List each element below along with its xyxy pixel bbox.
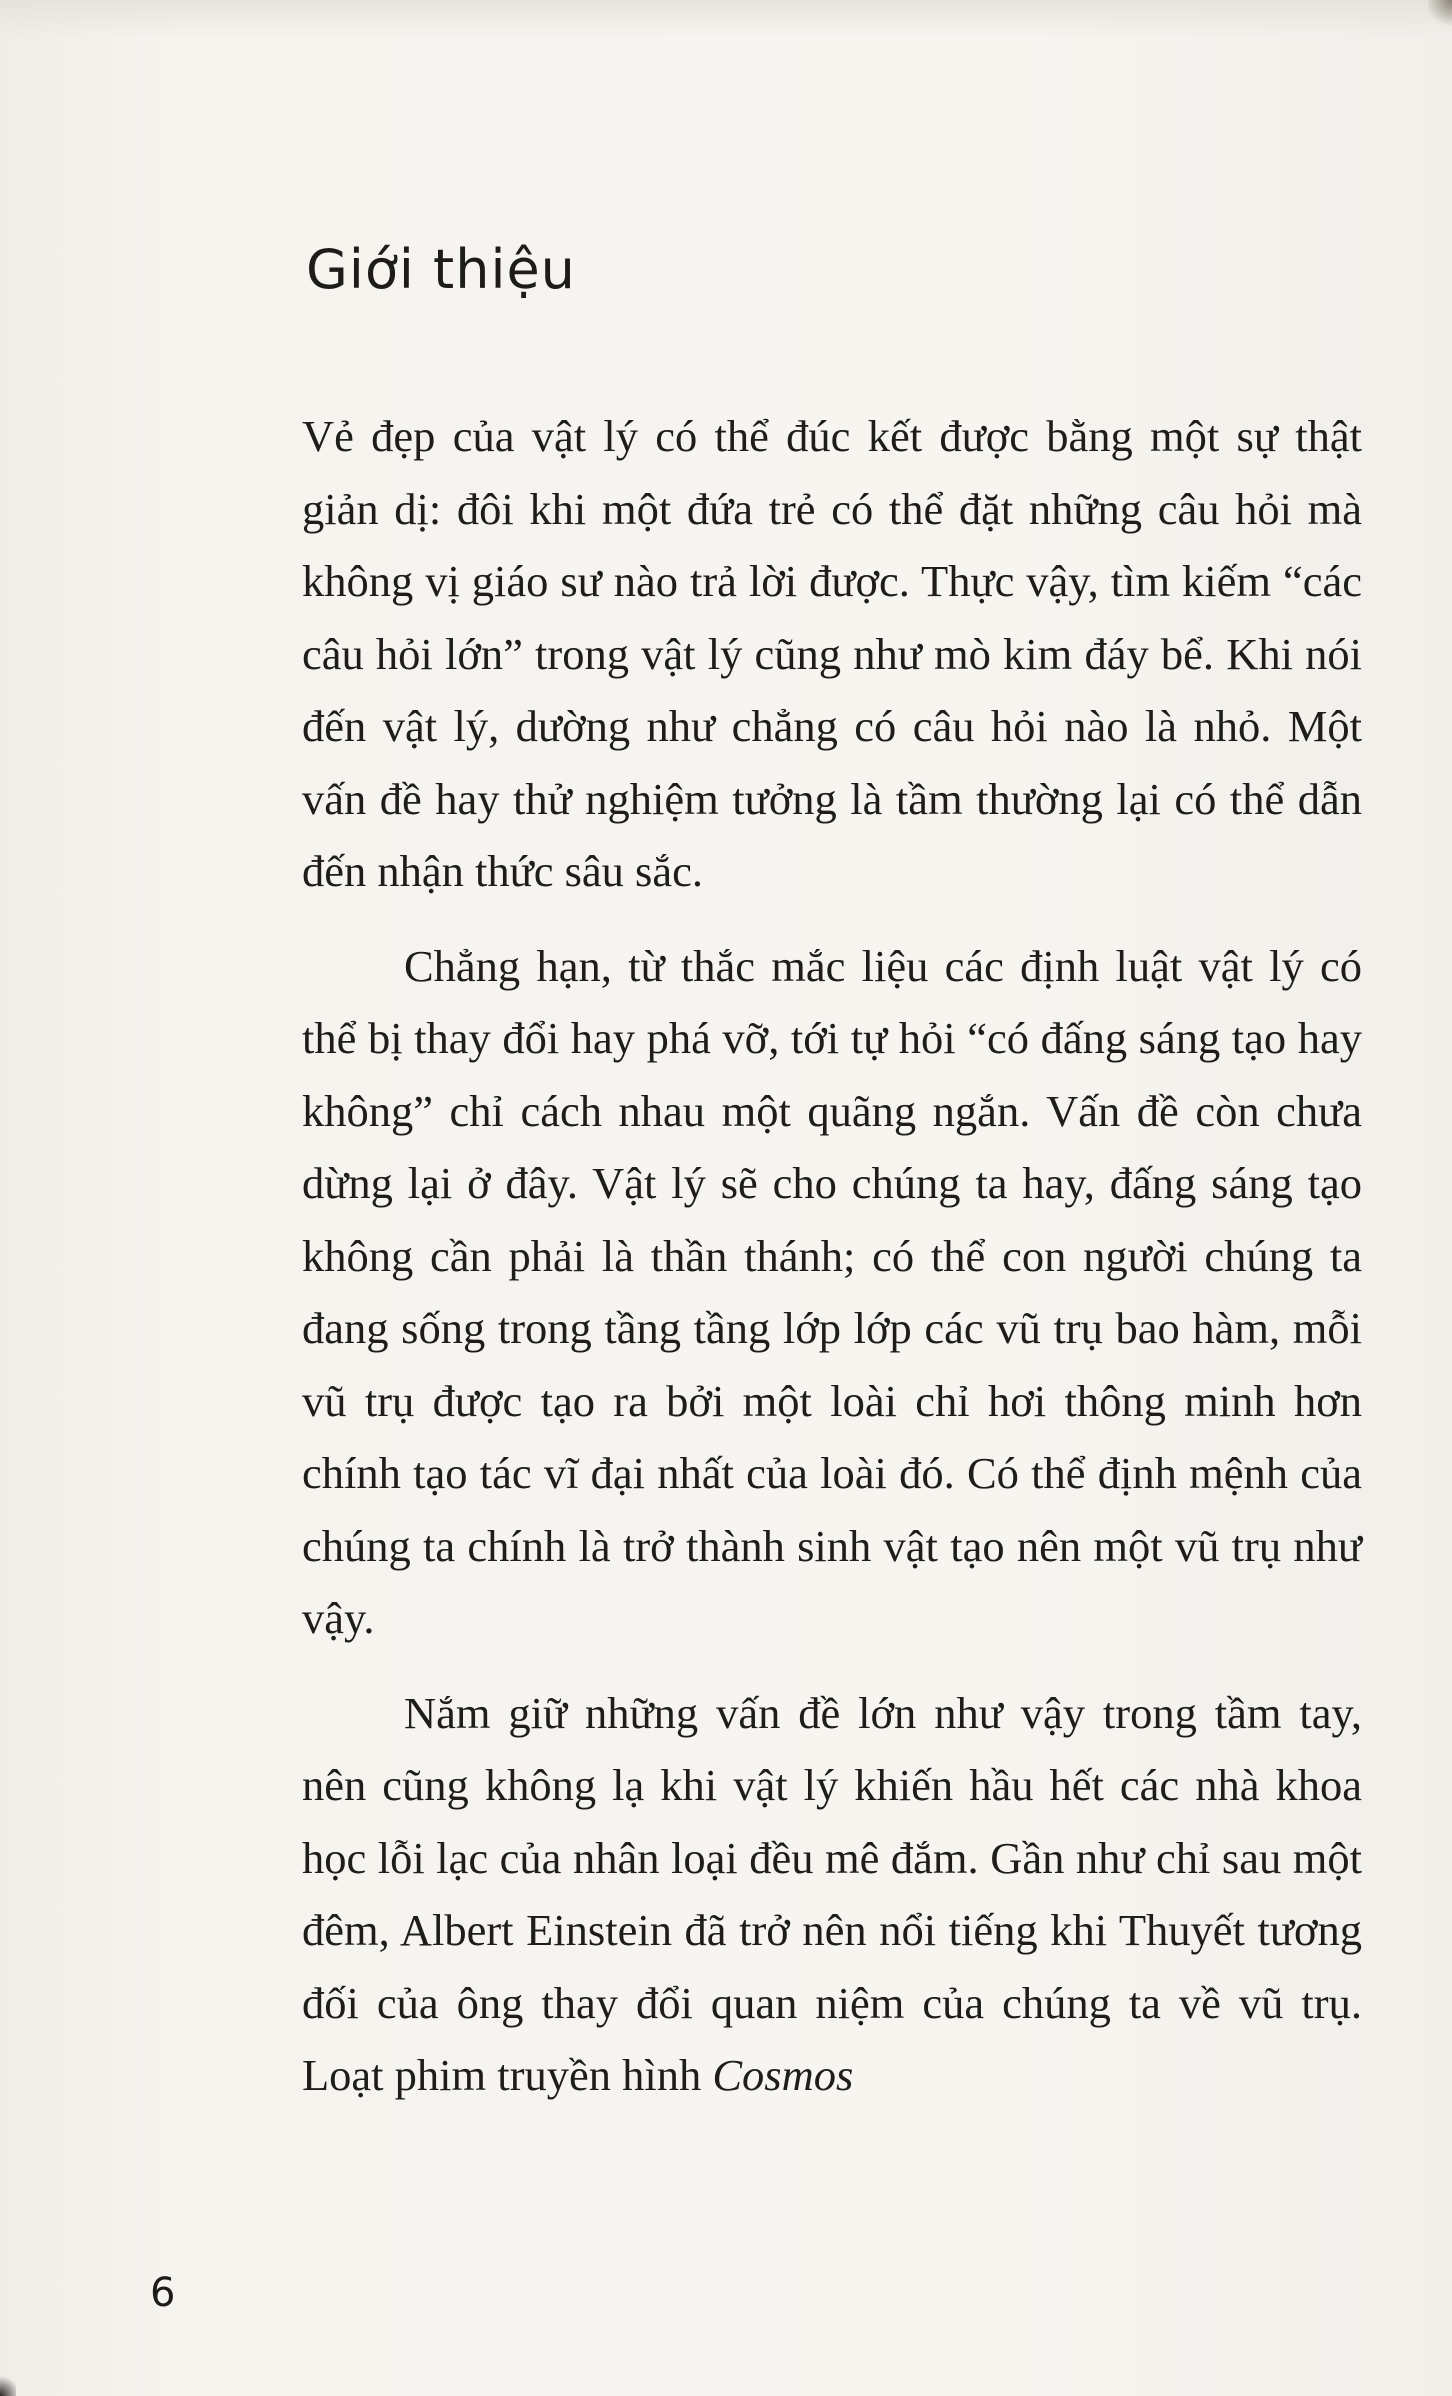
page-top-shadow: [0, 0, 1452, 38]
page-number: 6: [150, 2270, 176, 2316]
paragraph-3-text: Nắm giữ những vấn đề lớn như vậy trong tầm tay, nên cũng không lạ khi vật lý khiến hầu hết các nhà khoa học lỗi lạc của nhân loại đều mê đắm. Gần như chỉ sau một đêm, Albert Einstein đã trở nên nổi tiếng khi Thuyết tương đối của ông thay đổi quan niệm của chúng ta về vũ trụ. Loạt phim truyền hình: [302, 1687, 1362, 2100]
chapter-title: Giới thiệu: [306, 238, 576, 301]
paragraph-1: Vẻ đẹp của vật lý có thể đúc kết được bằng một sự thật giản dị: đôi khi một đứa trẻ có thể đặt những câu hỏi mà không vị giáo sư nào trả lời được. Thực vậy, tìm kiếm “các câu hỏi lớn” trong vật lý cũng như mò kim đáy bể. Khi nói đến vật lý, dường như chẳng có câu hỏi nào là nhỏ. Một vấn đề hay thử nghiệm tưởng là tầm thường lại có thể dẫn đến nhận thức sâu sắc.: [302, 411, 1362, 896]
paragraph-3: [302, 1677, 1362, 2112]
paragraph-2: Chẳng hạn, từ thắc mắc liệu các định luật vật lý có thể bị thay đổi hay phá vỡ, tới tự hỏi “có đấng sáng tạo hay không” chỉ cách nhau một quãng ngắn. Vấn đề còn chưa dừng lại ở đây. Vật lý sẽ cho chúng ta hay, đấng sáng tạo không cần phải là thần thánh; có thể con người chúng ta đang sống trong tầng tầng lớp lớp các vũ trụ bao hàm, mỗi vũ trụ được tạo ra bởi một loài chỉ hơi thông minh hơn chính tạo tác vĩ đại nhất của loài đó. Có thể định mệnh của chúng ta chính là trở thành sinh vật tạo nên một vũ trụ như vậy.: [302, 940, 1362, 1643]
page-corner-shadow: [1428, 0, 1452, 30]
page-edge-mark: [0, 2372, 16, 2396]
body-text: [302, 400, 1362, 2134]
italic-title-cosmos: Cosmos: [712, 2050, 854, 2100]
